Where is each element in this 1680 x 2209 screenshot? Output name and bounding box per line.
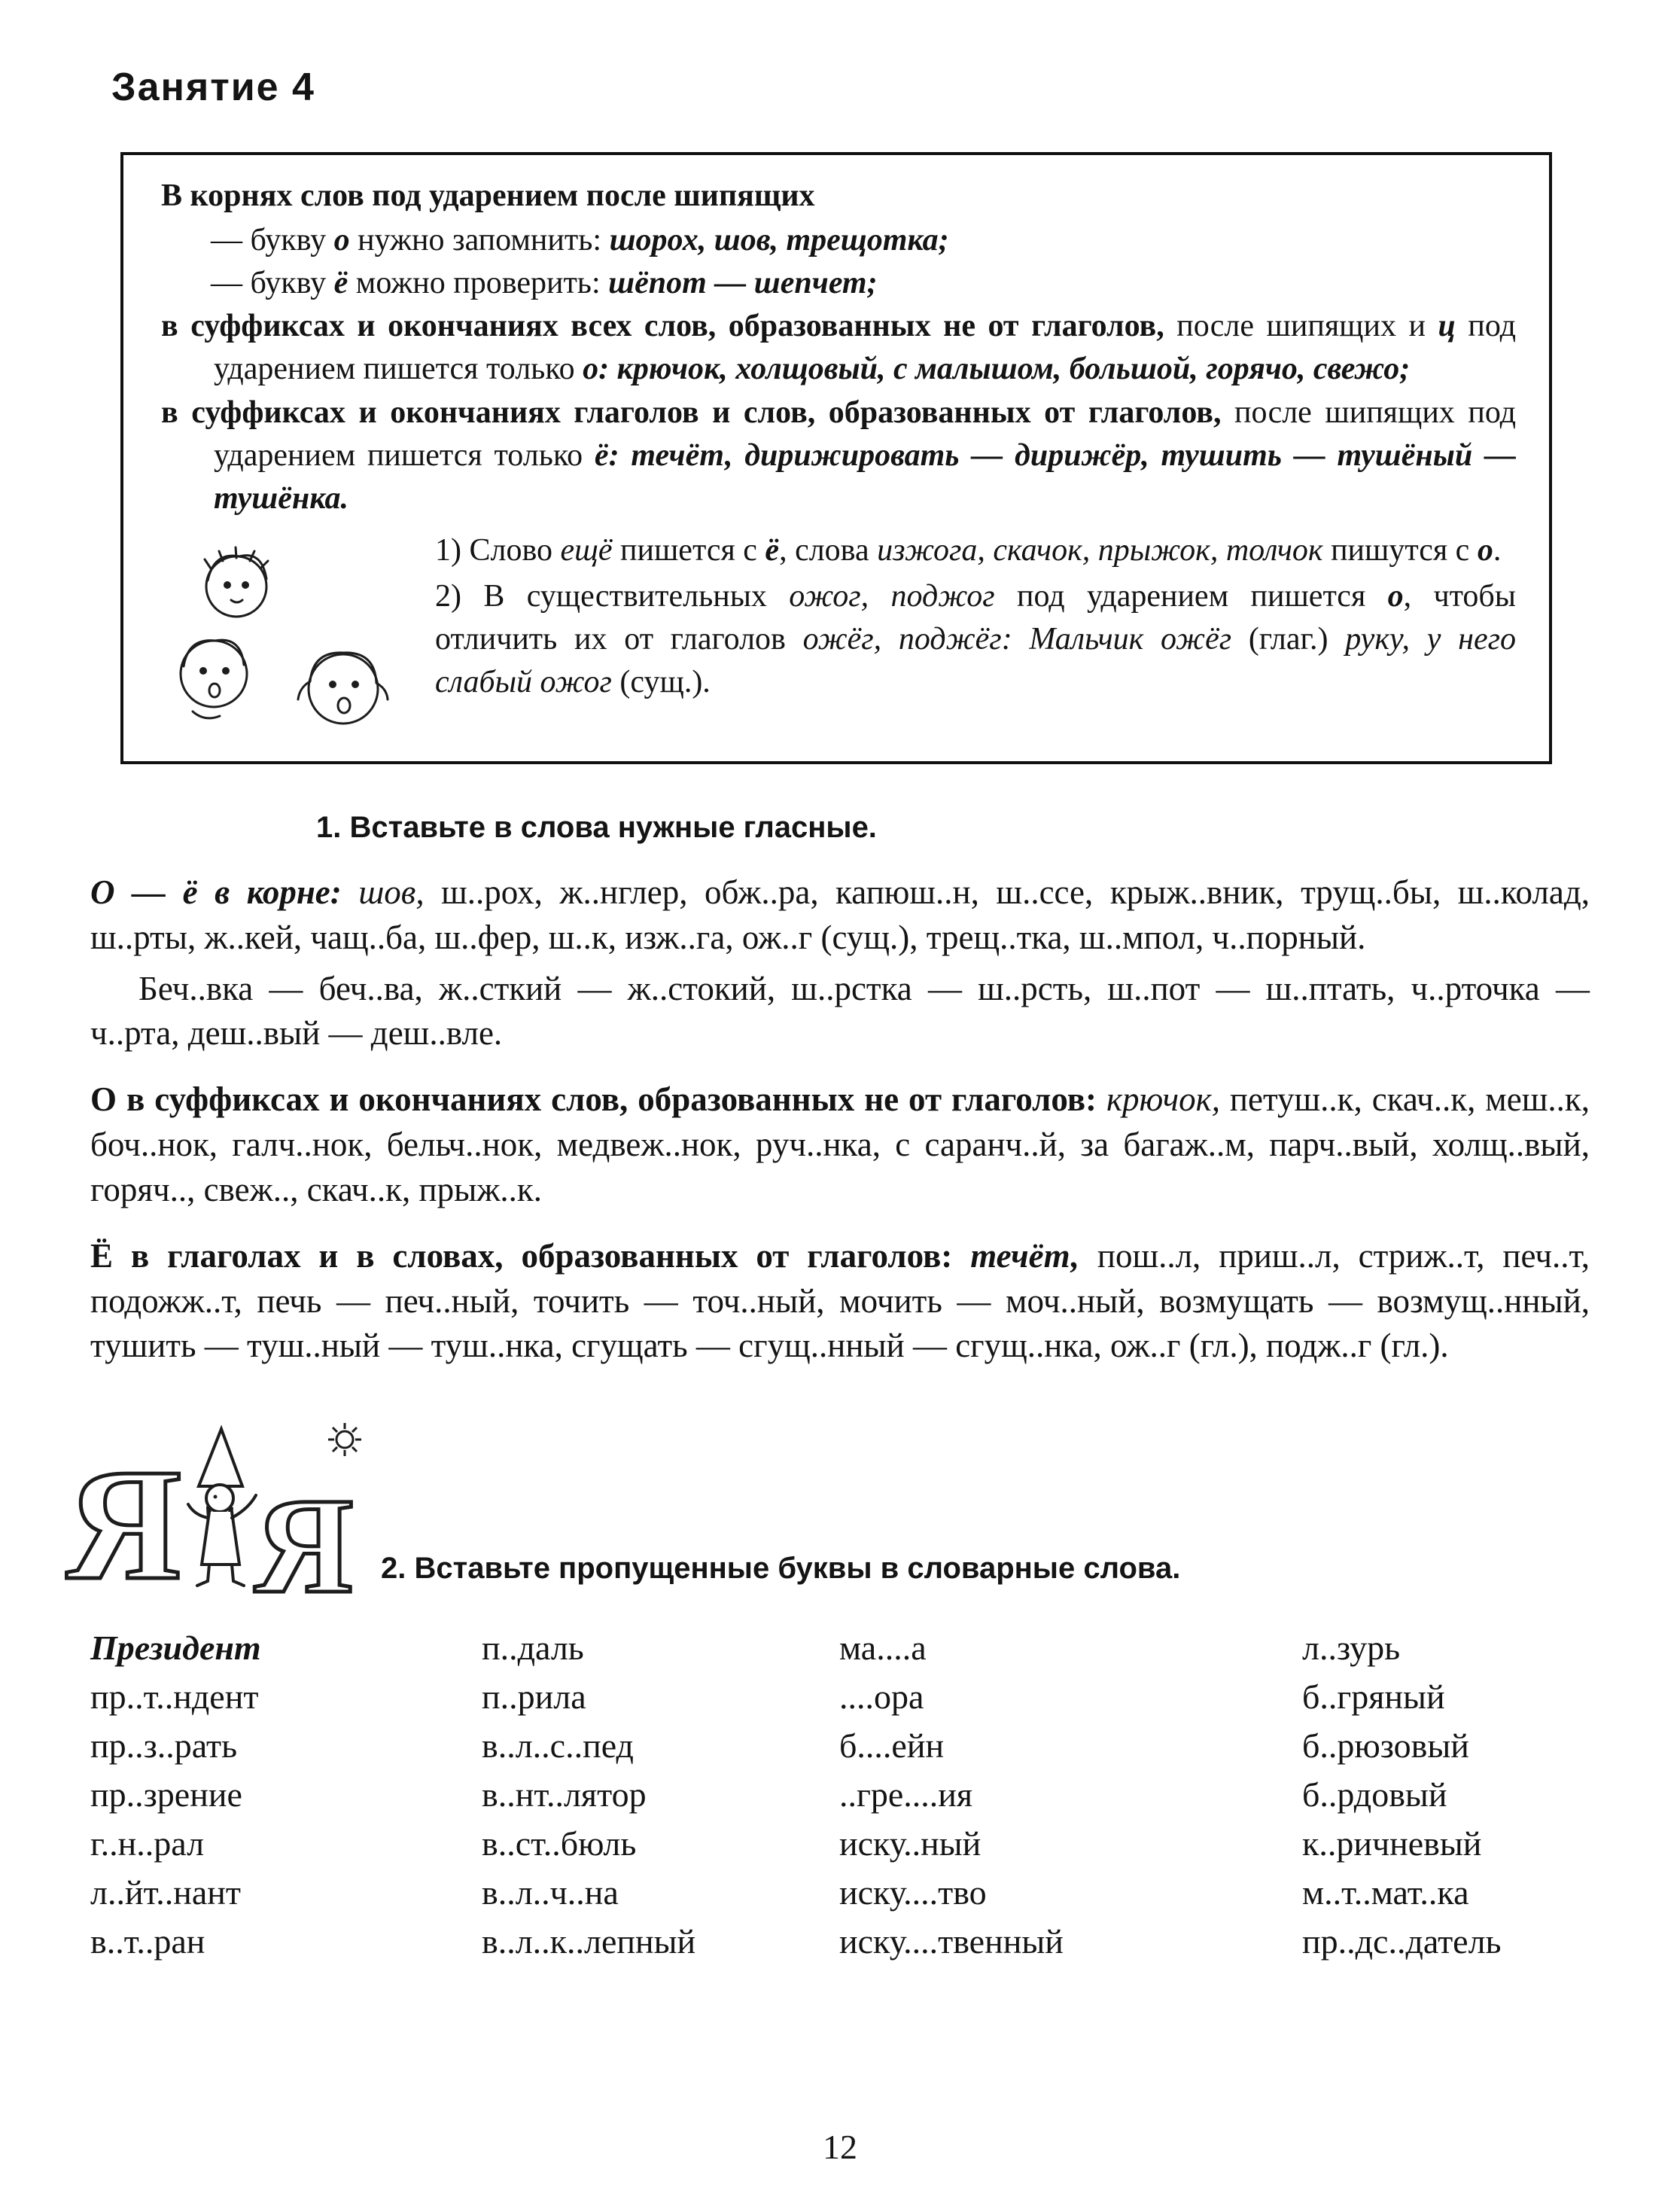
vocab-word: м..т..мат..ка: [1302, 1873, 1469, 1912]
vocab-word: ....ора: [839, 1677, 924, 1717]
rule-bullet: — букву ё можно проверить: шёпот — шепчет;: [211, 266, 878, 301]
vocab-word: б..гряный: [1302, 1677, 1445, 1717]
vocab-word: б..рюзовый: [1302, 1726, 1469, 1766]
rule-note-1: 1) Слово ещё пишется с ё, слова изжога, скачок, прыжок, толчок пишутся с о.: [435, 532, 1502, 568]
vocab-column-2: [482, 1628, 839, 1970]
letter-ya-right: Я: [254, 1470, 354, 1603]
vocab-word: в..л..ч..на: [482, 1873, 619, 1912]
vocab-word: л..зурь: [1302, 1629, 1401, 1668]
vocab-word: к..ричневый: [1302, 1824, 1482, 1863]
rule-heading: В корнях слов под ударением после шипящих: [161, 178, 815, 213]
vocab-word: в..ст..бюль: [482, 1824, 637, 1863]
vocab-word: пр..т..ндент: [90, 1677, 259, 1717]
rule-bullet: — букву о нужно запомнить: шорох, шов, трещотка;: [211, 223, 949, 258]
vocab-word: пр..з..рать: [90, 1726, 238, 1766]
vocab-word: п..рила: [482, 1677, 586, 1717]
vocab-word: пр..зрение: [90, 1775, 242, 1814]
exercise2-heading: 2. Вставьте пропущенные буквы в словарные слова.: [381, 1552, 1181, 1586]
vocab-word: в..л..с..пед: [482, 1726, 634, 1766]
exercise1-paragraph-o-suffix: О в суффиксах и окончаниях слов, образованных не от глаголов: крючок, петуш..к, скач..к, меш..к, боч..нок, галч..нок, бельч..нок, медвеж..нок, руч..нка, с саранч..й, за багаж..м, парч..вый, холщ..вый, горяч.., свеж.., скач..к, прыж..к.: [90, 1080, 1590, 1208]
rule-notes: [161, 529, 1516, 740]
gnome-figure: [188, 1429, 256, 1586]
rule-note-2: 2) В существительных ожог, поджог под ударением пишется о, чтобы отличить их от глаголов ожёг, поджёг: Мальчик ожёг (глаг.) руку, у него слабый ожог (сущ.).: [435, 578, 1517, 700]
vocab-word: в..нт..лятор: [482, 1775, 647, 1814]
vocab-word: б....ейн: [839, 1726, 945, 1766]
vocab-word: л..йт..нант: [90, 1873, 241, 1912]
rule-paragraph: в суффиксах и окончаниях глаголов и слов, образованных от глаголов, после шипящих под ударением пишется только ё: течёт, дирижировать — дирижёр, тушить — тушёный — тушёнка.: [161, 395, 1517, 516]
exercise1-heading: 1. Вставьте в слова нужные гласные.: [316, 810, 877, 844]
vocab-word: б..рдовый: [1302, 1775, 1447, 1814]
children-illustration: [161, 541, 409, 740]
vocab-word: пр..дс..датель: [1302, 1922, 1502, 1961]
page-title: Занятие 4: [111, 66, 315, 109]
vocab-word: г..н..рал: [90, 1824, 205, 1863]
vocab-word: в..л..к..лепный: [482, 1922, 696, 1961]
exercise1-paragraph-roots: О — ё в корне: шов, ш..рох, ж..нглер, обж..ра, капюш..н, ш..ссе, крыж..вник, трущ..бы, ш..колад, ш..рты, ж..кей, чащ..ба, ш..фер, ш..к, изж..га, ож..г (сущ.), трещ..тка, ш..мпол, ч..порный.: [90, 873, 1590, 956]
vocab-word: п..даль: [482, 1629, 584, 1668]
rule-box: [120, 152, 1552, 764]
rule-paragraph: в суффиксах и окончаниях всех слов, образованных не от глаголов, после шипящих и ц под ударением пишется только о: крючок, холщовый, с малышом, большой, горячо, свежо;: [161, 309, 1516, 387]
rule-notes-text: [435, 529, 1516, 707]
vocab-table: [90, 1628, 1590, 1970]
vocab-word: Президент: [90, 1629, 261, 1668]
vocab-word: ..гре....ия: [839, 1775, 973, 1814]
vocab-column-1: [90, 1628, 482, 1970]
vocab-word: иску....тво: [839, 1873, 987, 1912]
page-number: 12: [823, 2128, 857, 2166]
vocab-word: иску....твенный: [839, 1922, 1064, 1961]
vocab-word: ма....а: [839, 1629, 927, 1668]
vocab-word: в..т..ран: [90, 1922, 205, 1961]
gnome-illustration: [65, 1417, 366, 1602]
vocab-column-4: [1302, 1628, 1590, 1970]
vocab-word: иску..ный: [839, 1824, 982, 1863]
exercise2-header-row: [65, 1417, 1590, 1602]
letter-ya-left: Я: [66, 1436, 182, 1603]
exercise1-paragraph-pairs: Беч..вка — беч..ва, ж..сткий — ж..стокий, ш..рстка — ш..рсть, ш..пот — ш..птать, ч..рточка — ч..рта, деш..вый — деш..вле.: [90, 969, 1590, 1053]
vocab-column-3: [839, 1628, 1302, 1970]
exercise1-paragraph-yo-verbs: Ё в глаголах и в словах, образованных от глаголов: течёт, пош..л, приш..л, стриж..т, печ..т, подожж..т, печь — печ..ный, точить — точ..ный, мочить — моч..ный, возмущать — возмущ..нный, тушить — туш..ный — туш..нка, сгущать — сгущ..нный — сгущ..нка, ож..г (гл.), подж..г (гл.).: [90, 1236, 1590, 1365]
sun-icon: [328, 1423, 361, 1456]
